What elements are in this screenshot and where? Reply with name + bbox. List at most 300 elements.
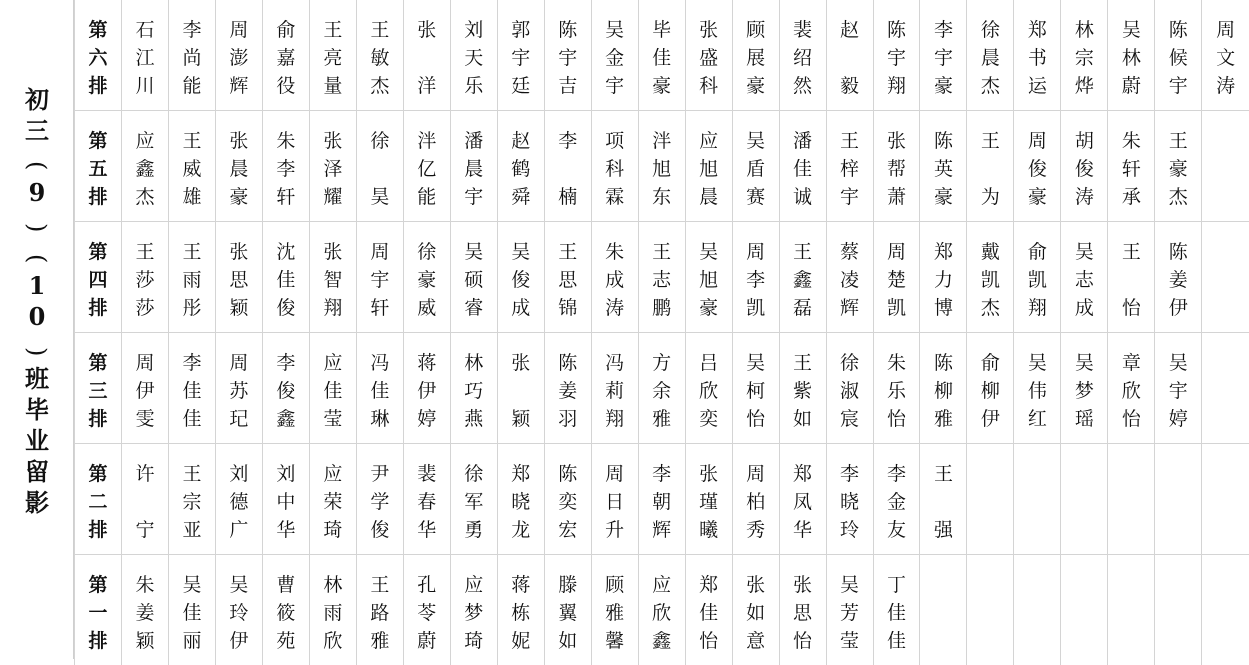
student-name <box>310 444 356 544</box>
row-label-char: 第 <box>88 16 107 44</box>
student-name-char: 曦 <box>699 516 718 544</box>
student-name-char: 志 <box>1075 266 1094 294</box>
student-name-char: 宇 <box>1169 377 1188 405</box>
student-name-char: 绍 <box>793 44 812 72</box>
student-name <box>827 111 873 211</box>
student-name-char: 杰 <box>981 294 1000 322</box>
student-name-cell <box>497 555 544 665</box>
student-name-char: 吴 <box>746 127 765 155</box>
student-name-char: 徐 <box>840 349 859 377</box>
student-name-char: 俊 <box>276 294 295 322</box>
student-name-char: 张 <box>887 127 906 155</box>
student-name-char: 凌 <box>840 266 859 294</box>
student-name-char: 宸 <box>840 405 859 433</box>
student-name-char: 伊 <box>135 377 154 405</box>
row-label <box>75 444 122 555</box>
student-name-char: 玲 <box>840 516 859 544</box>
student-name-cell <box>826 111 873 222</box>
student-name-char: 俊 <box>511 266 530 294</box>
student-name-char: 陈 <box>1169 16 1188 44</box>
student-name-char: 宇 <box>934 44 953 72</box>
student-name-char: 李 <box>182 349 201 377</box>
student-name-cell <box>403 555 450 665</box>
student-name-char: 乐 <box>887 377 906 405</box>
student-name <box>451 555 497 655</box>
student-name-char: 华 <box>417 516 436 544</box>
student-name-cell <box>1155 222 1202 333</box>
student-name-char: 婷 <box>1169 405 1188 433</box>
student-name-cell <box>497 222 544 333</box>
student-name <box>733 555 779 655</box>
student-name-char: 如 <box>746 599 765 627</box>
student-name-cell <box>779 222 826 333</box>
row-label-text <box>75 444 121 544</box>
title-char: 班 <box>25 367 49 398</box>
student-name-char: 奕 <box>558 488 577 516</box>
student-name-char: 紫 <box>793 377 812 405</box>
student-name-char: 豪 <box>1028 183 1047 211</box>
student-name-cell <box>732 333 779 444</box>
student-name-cell <box>873 444 920 555</box>
student-name <box>686 555 732 655</box>
student-name-char: 磊 <box>793 294 812 322</box>
student-name <box>357 333 403 433</box>
title-char: 0 <box>29 305 46 336</box>
student-name-char: 瑾 <box>699 488 718 516</box>
student-name <box>639 555 685 655</box>
student-name-cell <box>1108 0 1155 111</box>
student-name-char: 成 <box>1075 294 1094 322</box>
student-name-cell <box>309 111 356 222</box>
student-name-cell <box>1061 111 1108 222</box>
title-char: ( <box>25 150 49 181</box>
student-name <box>967 333 1013 433</box>
student-name <box>967 0 1013 100</box>
student-name-char: 顾 <box>605 571 624 599</box>
student-name-cell <box>309 444 356 555</box>
student-name-char: 亮 <box>323 44 342 72</box>
empty-cell <box>1108 444 1155 555</box>
student-name-cell <box>732 111 779 222</box>
student-name-char: 红 <box>1028 405 1047 433</box>
student-name-char: 李 <box>652 460 671 488</box>
student-name <box>263 333 309 433</box>
student-name <box>357 444 403 544</box>
student-name <box>1061 333 1107 433</box>
student-name <box>404 555 450 655</box>
student-name-char: 赵 <box>840 16 859 44</box>
student-name-cell <box>450 555 497 665</box>
student-name-char: 王 <box>323 16 342 44</box>
student-name-char: 舜 <box>511 183 530 211</box>
student-name <box>310 333 356 433</box>
student-name-cell <box>873 0 920 111</box>
student-name-char: 郑 <box>793 460 812 488</box>
student-name-char: 苏 <box>229 377 248 405</box>
student-name <box>874 222 920 322</box>
student-name-cell <box>122 222 169 333</box>
student-name-char: 宇 <box>840 183 859 211</box>
student-name-char: 周 <box>746 460 765 488</box>
student-name-char: 周 <box>229 349 248 377</box>
student-name <box>122 111 168 211</box>
row-label-char: 排 <box>88 294 107 322</box>
student-name-char: 俊 <box>1075 155 1094 183</box>
student-name-char: 王 <box>1169 127 1188 155</box>
student-name-cell <box>403 333 450 444</box>
student-name-cell <box>262 0 309 111</box>
student-name <box>592 0 638 100</box>
student-name-cell <box>1061 0 1108 111</box>
row-label-text <box>75 555 121 655</box>
student-name-char: 吴 <box>511 238 530 266</box>
student-name-char: 郑 <box>934 238 953 266</box>
title-char: 业 <box>25 429 49 460</box>
student-name-cell <box>168 0 215 111</box>
student-name-char: 沈 <box>276 238 295 266</box>
student-name-cell <box>967 333 1014 444</box>
student-name <box>827 555 873 655</box>
student-name-char: 涛 <box>1075 183 1094 211</box>
row-label <box>75 0 122 111</box>
row-label-text <box>75 333 121 433</box>
student-name-cell <box>638 222 685 333</box>
student-name <box>498 222 544 322</box>
student-name-char: 轩 <box>1122 155 1141 183</box>
student-name-char: 佳 <box>887 627 906 655</box>
student-name-char: 毕 <box>652 16 671 44</box>
student-name-char: 王 <box>182 460 201 488</box>
student-name-char: 王 <box>793 349 812 377</box>
student-name <box>733 0 779 100</box>
row-label-char: 三 <box>88 377 107 405</box>
row-label-char: 五 <box>88 155 107 183</box>
student-name-char: 日 <box>605 488 624 516</box>
student-name-char: 宇 <box>464 183 483 211</box>
student-name <box>1155 111 1201 211</box>
student-name <box>545 333 591 433</box>
student-name <box>733 444 779 544</box>
seat-row <box>75 222 1249 333</box>
student-name-char: 雄 <box>182 183 201 211</box>
student-name-cell <box>122 111 169 222</box>
student-name-char: 豪 <box>229 183 248 211</box>
student-name-char: 勇 <box>464 516 483 544</box>
student-name-char: 荣 <box>323 488 342 516</box>
student-name-char: 朱 <box>276 127 295 155</box>
student-name-char: 鑫 <box>652 627 671 655</box>
student-name-char: 楚 <box>887 266 906 294</box>
student-name-char: 候 <box>1169 44 1188 72</box>
student-name-cell <box>1061 333 1108 444</box>
student-name <box>263 222 309 322</box>
student-name-char: 余 <box>652 377 671 405</box>
student-name-char: 廷 <box>511 72 530 100</box>
student-name-char: 力 <box>934 266 953 294</box>
student-name-cell <box>356 333 403 444</box>
student-name-char: 李 <box>840 460 859 488</box>
student-name-char: 琦 <box>323 516 342 544</box>
student-name-cell <box>779 111 826 222</box>
student-name-cell <box>591 444 638 555</box>
title-char: ) <box>25 212 49 243</box>
student-name-char: 翔 <box>887 72 906 100</box>
student-name <box>263 0 309 100</box>
student-name-char: 张 <box>323 127 342 155</box>
student-name-char: 俞 <box>981 349 1000 377</box>
student-name <box>310 0 356 100</box>
student-name-char: 萧 <box>887 183 906 211</box>
student-name <box>310 222 356 322</box>
empty-cell <box>1202 444 1249 555</box>
student-name-char: 王 <box>793 238 812 266</box>
student-name-cell <box>544 222 591 333</box>
student-name-char: 周 <box>1028 127 1047 155</box>
student-name <box>827 222 873 322</box>
student-name-char: 莹 <box>323 405 342 433</box>
student-name-cell <box>638 444 685 555</box>
student-name-char: 李 <box>558 127 577 155</box>
student-name <box>310 555 356 655</box>
student-name-char: 雨 <box>323 599 342 627</box>
student-name <box>1202 0 1249 100</box>
student-name-char: 林 <box>1075 16 1094 44</box>
student-name-char: 王 <box>981 127 1000 155</box>
student-name-char: 辉 <box>840 294 859 322</box>
student-name-cell <box>826 444 873 555</box>
student-name <box>780 555 826 655</box>
student-name-char: 潘 <box>793 127 812 155</box>
student-name-cell <box>1014 111 1061 222</box>
student-name <box>827 444 873 544</box>
student-name-cell <box>215 111 262 222</box>
student-name-char: 朱 <box>605 238 624 266</box>
student-name-char: 颖 <box>135 627 154 655</box>
student-name-char: 俊 <box>276 377 295 405</box>
student-name <box>874 333 920 433</box>
student-name <box>404 111 450 211</box>
student-name-char: 雯 <box>135 405 154 433</box>
student-name-char: 郑 <box>1028 16 1047 44</box>
student-name-char: 宇 <box>1169 72 1188 100</box>
student-name-char: 晨 <box>699 183 718 211</box>
student-name-cell <box>779 333 826 444</box>
student-name <box>357 0 403 100</box>
student-name-char: 许 <box>135 460 154 488</box>
student-name <box>545 0 591 100</box>
row-label-text <box>75 222 121 322</box>
row-label-char: 排 <box>88 72 107 100</box>
empty-cell <box>1202 333 1249 444</box>
student-name-char: 刘 <box>276 460 295 488</box>
student-name-cell <box>732 222 779 333</box>
student-name-cell <box>732 0 779 111</box>
student-name-char: 怡 <box>746 405 765 433</box>
student-name-char: 吴 <box>605 16 624 44</box>
class-title <box>0 88 74 522</box>
student-name-char: 欣 <box>323 627 342 655</box>
student-name-char: 书 <box>1028 44 1047 72</box>
student-name-char: 蔚 <box>1122 72 1141 100</box>
student-name-char: 科 <box>699 72 718 100</box>
student-name <box>122 333 168 433</box>
row-label-char: 第 <box>88 349 107 377</box>
class-title-column <box>0 0 74 659</box>
student-name-char: 柏 <box>746 488 765 516</box>
student-name-char: 彤 <box>182 294 201 322</box>
student-name-cell <box>215 333 262 444</box>
student-name-char: 王 <box>182 127 201 155</box>
student-name-char: 周 <box>746 238 765 266</box>
student-name-char: 吴 <box>840 571 859 599</box>
student-name <box>216 444 262 544</box>
student-name-char: 应 <box>464 571 483 599</box>
title-char: 三 <box>25 119 49 150</box>
student-name <box>310 111 356 211</box>
student-name-char: 郭 <box>511 16 530 44</box>
student-name <box>686 444 732 544</box>
student-name-char: 李 <box>276 349 295 377</box>
empty-cell <box>967 555 1014 665</box>
student-name <box>451 222 497 322</box>
student-name-char: 轩 <box>276 183 295 211</box>
student-name-char: 役 <box>276 72 295 100</box>
student-name-char: 张 <box>699 460 718 488</box>
student-name-char: 陈 <box>887 16 906 44</box>
title-char: 9 <box>29 181 46 212</box>
student-name-cell <box>920 333 967 444</box>
student-name-char: 周 <box>229 16 248 44</box>
student-name-cell <box>1155 0 1202 111</box>
student-name-char: 春 <box>417 488 436 516</box>
student-name-char: 王 <box>370 571 389 599</box>
student-name-char: 怡 <box>1122 405 1141 433</box>
student-name-char: 俞 <box>1028 238 1047 266</box>
student-name-char: 智 <box>323 266 342 294</box>
student-name-char: 翼 <box>558 599 577 627</box>
student-name <box>451 111 497 211</box>
student-name-char: 佳 <box>370 377 389 405</box>
student-name <box>639 0 685 100</box>
student-name-char: 量 <box>323 72 342 100</box>
student-name <box>874 555 920 655</box>
student-name <box>1061 222 1107 322</box>
seat-row <box>75 444 1249 555</box>
student-name <box>920 222 966 322</box>
student-name-char: 怡 <box>887 405 906 433</box>
row-label-text <box>75 0 121 100</box>
student-name <box>216 0 262 100</box>
student-name-char: 胡 <box>1075 127 1094 155</box>
student-name-char: 欣 <box>699 377 718 405</box>
student-name <box>920 333 966 433</box>
student-name-char: 盛 <box>699 44 718 72</box>
student-name <box>1014 222 1060 322</box>
student-name-char: 俊 <box>370 516 389 544</box>
student-name-char: 赛 <box>746 183 765 211</box>
row-label-char: 第 <box>88 571 107 599</box>
row-label-char: 一 <box>88 599 107 627</box>
student-name <box>545 111 591 211</box>
student-name-char: 冯 <box>605 349 624 377</box>
student-name-char: 王 <box>1122 238 1141 266</box>
seat-row <box>75 333 1249 444</box>
student-name-char: 芳 <box>840 599 859 627</box>
student-name <box>1014 111 1060 211</box>
student-name-char: 强 <box>934 516 953 544</box>
student-name-char: 梦 <box>464 599 483 627</box>
empty-cell <box>1061 555 1108 665</box>
student-name <box>122 222 168 322</box>
student-name <box>404 444 450 544</box>
student-name-char: 滕 <box>558 571 577 599</box>
seat-row <box>75 555 1249 665</box>
student-name-cell <box>1014 0 1061 111</box>
student-name-char: 伊 <box>417 377 436 405</box>
student-name-char: 尹 <box>370 460 389 488</box>
student-name-char: 怡 <box>1122 294 1141 322</box>
student-name <box>216 333 262 433</box>
student-name-char: 华 <box>276 516 295 544</box>
empty-cell <box>1108 555 1155 665</box>
student-name-cell <box>215 444 262 555</box>
student-name-char: 吴 <box>746 349 765 377</box>
student-name-char: 俊 <box>1028 155 1047 183</box>
student-name-cell <box>591 0 638 111</box>
student-name-cell <box>356 555 403 665</box>
student-name-char: 晨 <box>464 155 483 183</box>
student-name <box>592 333 638 433</box>
student-name <box>967 111 1013 211</box>
student-name <box>498 333 544 433</box>
student-name-char: 英 <box>934 155 953 183</box>
student-name-char: 应 <box>135 127 154 155</box>
title-char: 留 <box>25 460 49 491</box>
student-name-char: 佳 <box>323 377 342 405</box>
student-name <box>169 222 215 322</box>
student-name-char: 运 <box>1028 72 1047 100</box>
student-name-char: 鹏 <box>652 294 671 322</box>
student-name-char: 威 <box>182 155 201 183</box>
student-name-char: 项 <box>605 127 624 155</box>
student-name-char: 张 <box>793 571 812 599</box>
student-name <box>967 222 1013 322</box>
student-name-char: 伊 <box>981 405 1000 433</box>
student-name-char: 筱 <box>276 599 295 627</box>
student-name <box>639 444 685 544</box>
student-name-char: 姜 <box>135 599 154 627</box>
title-char: 初 <box>25 88 49 119</box>
student-name <box>263 111 309 211</box>
student-name-char: 江 <box>135 44 154 72</box>
student-name-char: 旭 <box>699 266 718 294</box>
student-name-cell <box>544 0 591 111</box>
student-name-char: 苓 <box>417 599 436 627</box>
student-name-char: 华 <box>793 516 812 544</box>
student-name-char: 伊 <box>229 627 248 655</box>
student-name-char: 周 <box>887 238 906 266</box>
student-name-cell <box>1014 222 1061 333</box>
student-name-char: 朱 <box>887 349 906 377</box>
student-name-cell <box>685 333 732 444</box>
student-name-char: 思 <box>793 599 812 627</box>
student-name-char: 霖 <box>605 183 624 211</box>
student-name <box>1155 222 1201 322</box>
student-name-char: 吴 <box>1028 349 1047 377</box>
student-name-char: 朱 <box>1122 127 1141 155</box>
row-label-char: 六 <box>88 44 107 72</box>
empty-cell <box>1014 555 1061 665</box>
